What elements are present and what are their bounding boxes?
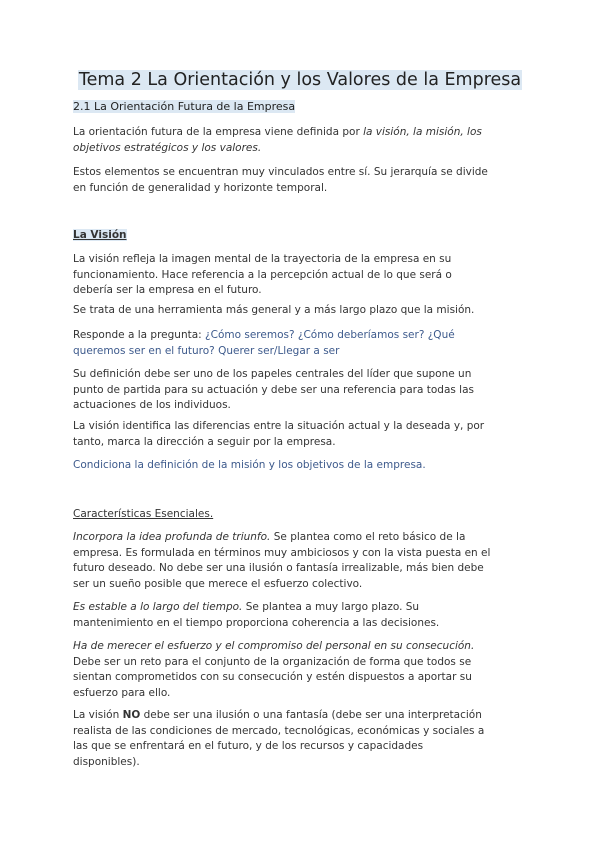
vision-paragraph-6: Condiciona la definición de la misión y los objetivos de la empresa. <box>73 459 426 471</box>
vision-paragraph-4: Su definición debe ser uno de los papeles centrales del líder que supone un punto de partida para su actuación y debe ser una referencia para todas las actuaciones de los individuos. <box>73 368 475 411</box>
intro-paragraph-1: La orientación futura de la empresa viene definida por la visión, la misión, los objetivos estratégicos y los valores. <box>73 126 482 154</box>
vision-paragraph-3: Responde a la pregunta: ¿Cómo seremos? ¿Cómo deberíamos ser? ¿Qué queremos ser en el futuro? Querer ser/Llegar a ser <box>73 329 455 357</box>
vision-paragraph-1: La visión refleja la imagen mental de la trayectoria de la empresa en su funcionamiento. Hace referencia a la percepción actual de lo que será o debería ser la empresa en el futuro. <box>73 253 452 296</box>
intro-paragraph-2: Estos elementos se encuentran muy vinculados entre sí. Su jerarquía se divide en función de generalidad y horizonte temporal. <box>73 166 488 194</box>
section-heading: 2.1 La Orientación Futura de la Empresa <box>73 100 296 113</box>
characteristic-4: La visión NO debe ser una ilusión o una fantasía (debe ser una interpretación realista de las condiciones de mercado, tecnológicas, económicas y sociales a las que se enfrentará en el futuro, y de los recursos y capacidades disponibles). <box>73 709 485 768</box>
characteristic-3: Ha de merecer el esfuerzo y el compromiso del personal en su consecución. Debe ser un reto para el conjunto de la organización de forma que todos se sientan comprometidos con su consecución y estén dispuestos a aportar su esfuerzo para ello. <box>73 640 475 699</box>
characteristic-2: Es estable a lo largo del tiempo. Se plantea a muy largo plazo. Su mantenimiento en el tiempo proporciona coherencia a las decisiones. <box>73 601 440 629</box>
page-title: Tema 2 La Orientación y los Valores de la Empresa <box>78 70 522 90</box>
vision-paragraph-2: Se trata de una herramienta más general y a más largo plazo que la misión. <box>73 304 475 316</box>
characteristic-1: Incorpora la idea profunda de triunfo. Se plantea como el reto básico de la empresa. Es formulada en términos muy ambiciosos y con la vista puesta en el futuro deseado. No debe ser una ilusión o fantasía irrealizable, más bien debe ser un sueño posible que merece el esfuerzo colectivo. <box>73 531 491 590</box>
vision-heading: La Visión <box>73 229 127 241</box>
vision-paragraph-5: La visión identifica las diferencias entre la situación actual y la deseada y, por tanto, marca la dirección a seguir por la empresa. <box>73 420 485 448</box>
characteristics-heading: Características Esenciales. <box>73 508 214 520</box>
